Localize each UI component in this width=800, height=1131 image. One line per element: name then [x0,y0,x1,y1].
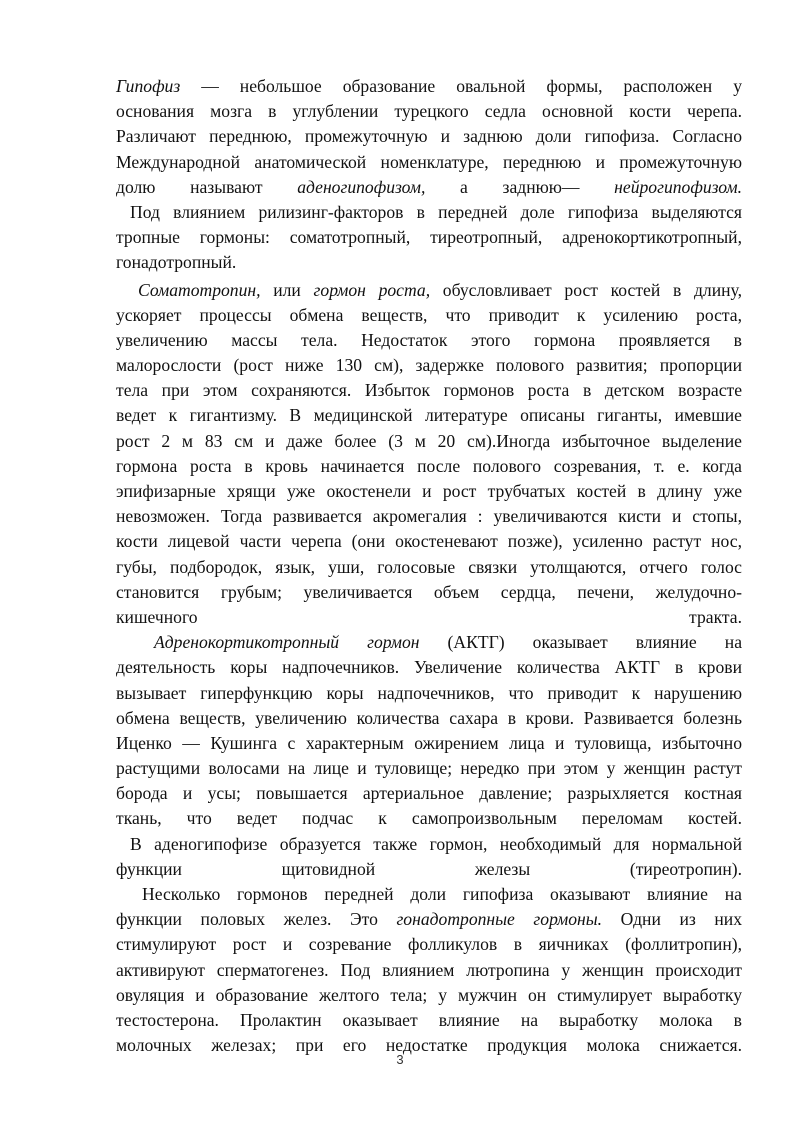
text-segment: ткань, что ведет подчас к самопроизвольным переломам костей. [116,808,742,829]
text-line [116,250,742,275]
text-line [116,958,742,983]
text-segment: Международной анатомической номенклатуре, переднюю и промежуточную [116,151,742,172]
text-segment: увеличению массы тела. Недостаток этого гормона проявляется в [116,329,742,350]
text-segment: деятельность коры надпочечников. Увеличение количества АКТГ в крови [116,657,742,678]
text-line [116,124,742,149]
page-number: 3 [396,1052,404,1067]
text-line [116,328,742,353]
body-text [116,74,742,1058]
text-line [116,605,742,630]
text-segment: невозможен. Тогда развивается акромегалия : увеличиваются кисти и стопы, [116,506,742,527]
text-line [116,429,742,454]
text-line [116,504,742,529]
text-segment: Различают переднюю, промежуточную и заднюю доли гипофиза. Согласно [116,126,742,147]
text-segment: — небольшое образование овальной формы, расположен у [180,76,742,96]
text-line [116,555,742,580]
text-segment: губы, подбородок, язык, уши, голосовые связки утолщаются, отчего голос [116,556,742,577]
text-segment: кишечного тракта. [116,606,742,627]
text-line [116,655,742,680]
text-line [116,454,742,479]
text-line [116,781,742,806]
text-line [116,353,742,378]
text-segment: функции половых желез. Это [116,909,397,930]
text-line [116,580,742,605]
text-line [116,806,742,831]
text-line [116,150,742,175]
italic-term: Адренокортикотропный гормон [154,632,420,653]
text-segment: гормона роста в кровь начинается после полового созревания, т. е. когда [116,455,742,476]
text-line [116,529,742,554]
text-segment: кости лицевой части черепа (они окостеневают позже), усиленно растут нос, [116,531,742,552]
text-segment: функции щитовидной железы (тиреотропин). [116,858,742,879]
text-segment: растущими волосами на лице и туловище; нередко при этом у женщин растут [116,758,742,779]
text-segment: обусловливает рост костей в длину, [430,279,742,300]
text-line [116,630,742,655]
text-segment: тела при этом сохраняются. Избыток гормонов роста в детском возрасте [116,380,742,401]
text-segment: основания мозга в углублении турецкого седла основной кости черепа. [116,101,742,122]
text-segment: долю называют [116,176,298,197]
text-line [116,175,742,200]
text-segment: тестостерона. Пролактин оказывает влияние на выработку молока в [116,1009,742,1030]
text-line [116,225,742,250]
text-segment: ускоряет процессы обмена веществ, что приводит к усилению роста, [116,304,742,325]
text-segment: вызывает гиперфункцию коры надпочечников, что приводит к нарушению [116,682,742,703]
text-line [116,74,742,99]
text-segment: ведет к гигантизму. В медицинской литературе описаны гиганты, имевшие [116,405,742,426]
text-line [116,378,742,403]
text-segment: борода и усы; повышается артериальное давление; разрыхляется костная [116,783,742,804]
text-line [116,932,742,957]
text-line [116,983,742,1008]
text-line [116,99,742,124]
text-segment: (АКТГ) оказывает влияние на [419,632,743,653]
italic-term: гормон роста, [313,279,431,300]
text-line [116,907,742,932]
text-line [116,832,742,857]
text-segment: Иценко — Кушинга с характерным ожирением лица и туловища, избыточно [116,732,742,753]
text-line [116,403,742,428]
italic-term: гонадотропные гормоны. [396,909,603,930]
text-segment: гонадотропный. [116,252,237,273]
text-segment: или [260,279,314,300]
text-segment: малорослости (рост ниже 130 см), задержке полового развития; пропорции [116,355,742,376]
text-segment: рост 2 м 83 см и даже более (3 м 20 см).Иногда избыточное выделение [116,430,742,451]
text-line [116,731,742,756]
text-segment: Несколько гормонов передней доли гипофиза оказывают влияние на [142,884,742,904]
text-line [116,1008,742,1033]
text-line [116,706,742,731]
text-segment: становится грубым; увеличивается объем сердца, печени, желудочно- [116,581,742,602]
text-segment: Одни из них [602,909,742,930]
text-segment: молочных железах; при его недостатке продукция молока снижается. [116,1035,742,1056]
text-segment: тропные гормоны: соматотропный, тиреотропный, адренокортикотропный, [116,227,742,248]
text-segment: В аденогипофизе образуется также гормон, необходимый для нормальной [130,833,742,854]
text-segment: а заднюю— [425,176,615,197]
text-line [116,857,742,882]
italic-term: аденогипофизом, [297,176,426,197]
text-line [116,882,742,907]
text-line [116,200,742,225]
text-line [116,303,742,328]
italic-term: Соматотропин, [138,279,261,300]
text-line [116,681,742,706]
italic-term: Гипофиз [116,76,181,96]
text-segment: активируют сперматогенез. Под влиянием лютропина у женщин происходит [116,959,742,980]
text-line [116,479,742,504]
text-segment: эпифизарные хрящи уже окостенели и рост трубчатых костей в длину уже [116,481,742,501]
text-segment: Под влиянием рилизинг-факторов в передней доле гипофиза выделяются [130,201,742,222]
text-line [116,756,742,781]
text-segment: стимулируют рост и созревание фолликулов в яичниках (фоллитропин), [116,934,742,955]
text-line [116,278,742,303]
text-segment: овуляция и образование желтого тела; у мужчин он стимулирует выработку [116,984,742,1005]
italic-term: нейрогипофизом. [614,176,743,197]
text-segment: обмена веществ, увеличению количества сахара в крови. Развивается болезнь [116,707,742,728]
